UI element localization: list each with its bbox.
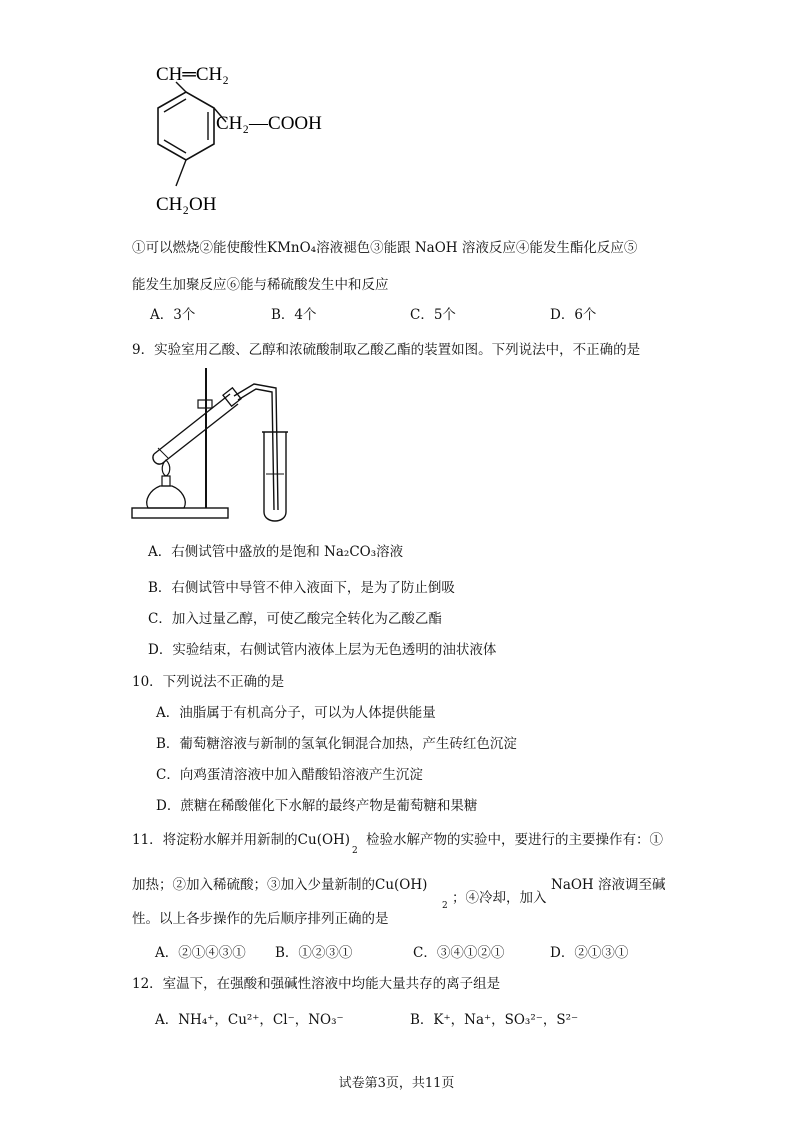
q11-option-d: D．②①③①: [550, 945, 629, 961]
q12-option-b: B．K⁺，Na⁺，SO₃²⁻，S²⁻: [410, 1012, 579, 1028]
q9-option-c: C．加入过量乙醇，可使乙酸完全转化为乙酸乙酯: [148, 611, 442, 627]
ethyl-acetate-apparatus: [130, 362, 290, 524]
q8-properties-line1: ①可以燃烧②能使酸性KMnO₄溶液褪色③能跟 NaOH 溶液反应④能发生酯化反应⑤: [132, 240, 638, 256]
q10-option-b: B．葡萄糖溶液与新制的氢氧化铜混合加热，产生砖红色沉淀: [156, 736, 517, 752]
q10-option-d: D．蔗糖在稀酸催化下水解的最终产物是葡萄糖和果糖: [156, 798, 478, 814]
q8-option-c: C．5个: [410, 307, 456, 323]
q8-option-d: D．6个: [550, 307, 597, 323]
q9-option-a: A．右侧试管中盛放的是饱和 Na₂CO₃溶液: [148, 544, 404, 560]
q10-option-a: A．油脂属于有机高分子，可以为人体提供能量: [156, 705, 436, 721]
q11-option-a: A．②①④③①: [155, 945, 246, 961]
q11-stem-part1: 11．将淀粉水解并用新制的Cu(OH): [132, 832, 351, 848]
q11-line2-subscript: 2: [442, 901, 448, 911]
side-chain-group: CH₂—COOH: [216, 113, 322, 134]
q11-stem-subscript: 2: [352, 846, 358, 856]
q11-line3: 性。以上各步操作的先后顺序排列正确的是: [132, 911, 389, 927]
molecule-diagram: [120, 60, 370, 220]
q11-line2-c: NaOH 溶液调至碱: [551, 877, 666, 893]
q12-option-a: A．NH₄⁺，Cu²⁺，Cl⁻，NO₃⁻: [155, 1012, 344, 1028]
q8-properties-line2: 能发生加聚反应⑥能与稀硫酸发生中和反应: [132, 277, 389, 293]
q9-stem: 9．实验室用乙酸、乙醇和浓硫酸制取乙酸乙酯的装置如图。下列说法中，不正确的是: [132, 342, 641, 358]
q10-stem: 10．下列说法不正确的是: [132, 674, 285, 690]
q11-line2-b: ；④冷却，加入: [452, 890, 547, 906]
hydroxymethyl-group: CH₂OH: [156, 194, 217, 215]
q12-stem: 12．室温下，在强酸和强碱性溶液中均能大量共存的离子组是: [132, 976, 501, 992]
q8-option-b: B．4个: [271, 307, 317, 323]
q11-option-c: C．③④①②①: [413, 945, 505, 961]
q8-option-a: A．3个: [150, 307, 196, 323]
q11-stem-part2: 检验水解产物的实验中，要进行的主要操作有：①: [366, 832, 663, 848]
page-footer: 试卷第3页，共11页: [338, 1076, 455, 1091]
q11-line2-a: 加热；②加入稀硫酸；③加入少量新制的Cu(OH): [132, 877, 428, 893]
q9-option-d: D．实验结束，右侧试管内液体上层为无色透明的油状液体: [148, 642, 497, 658]
vinyl-group: CH═CH₂: [156, 64, 229, 85]
q9-option-b: B．右侧试管中导管不伸入液面下，是为了防止倒吸: [148, 580, 455, 596]
q10-option-c: C．向鸡蛋清溶液中加入醋酸铅溶液产生沉淀: [156, 767, 423, 783]
q11-option-b: B．①②③①: [275, 945, 353, 961]
